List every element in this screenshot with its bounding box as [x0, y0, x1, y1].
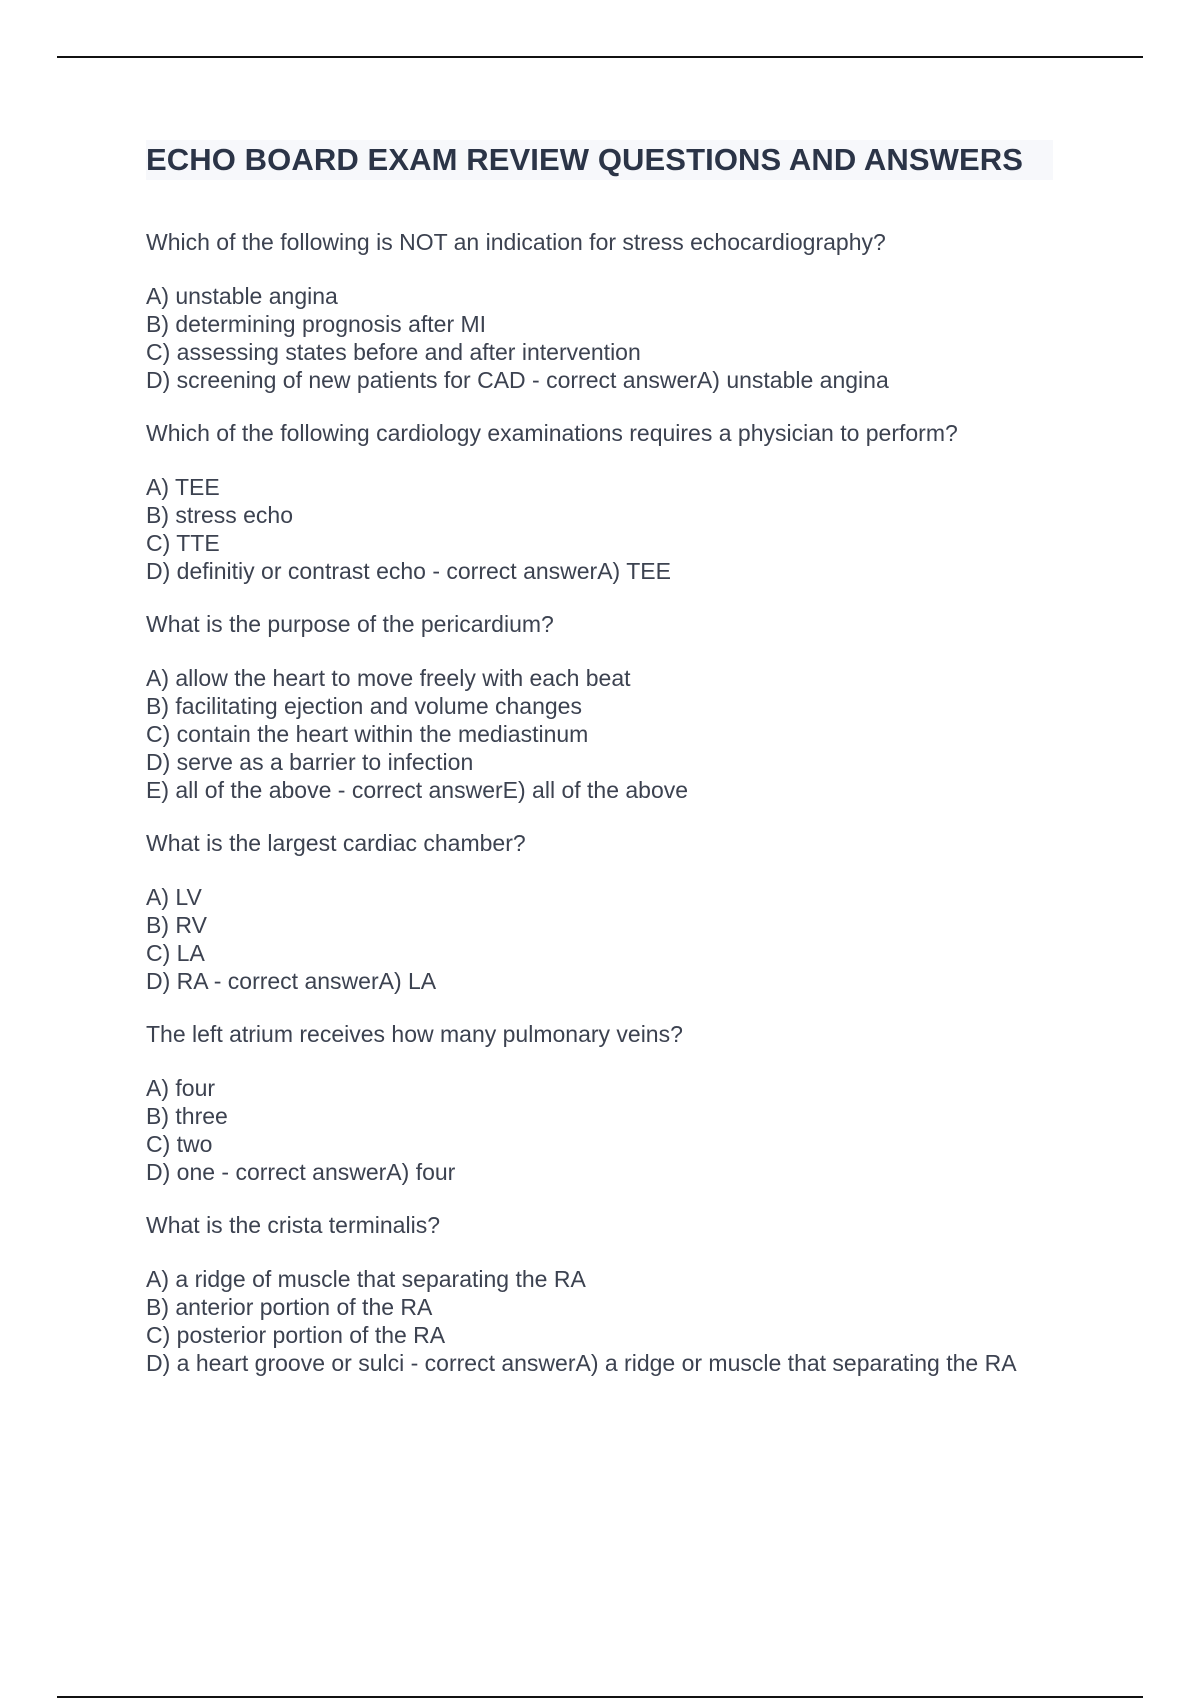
answer-options — [146, 282, 1096, 394]
option-a: A) unstable angina — [146, 283, 338, 309]
answer-options — [146, 473, 1096, 585]
option-b: B) facilitating ejection and volume changes — [146, 693, 582, 719]
option-c: C) two — [146, 1131, 213, 1157]
option-d: D) one - correct answerA) four — [146, 1159, 456, 1185]
question-text: What is the crista terminalis? — [146, 1212, 440, 1238]
question-text: The left atrium receives how many pulmonary veins? — [146, 1021, 683, 1047]
question-block-3 — [146, 610, 1096, 804]
question-text: Which of the following is NOT an indication for stress echocardiography? — [146, 229, 886, 255]
question-block-1 — [146, 228, 1096, 394]
document-title: ECHO BOARD EXAM REVIEW QUESTIONS AND ANSWERS — [146, 140, 1053, 180]
answer-options — [146, 883, 1096, 995]
option-b: B) determining prognosis after MI — [146, 311, 487, 337]
question-text: What is the purpose of the pericardium? — [146, 611, 554, 637]
option-e: E) all of the above - correct answerE) all of the above — [146, 777, 689, 803]
question-block-5 — [146, 1020, 1096, 1186]
question-list — [146, 228, 1096, 1377]
option-a: A) LV — [146, 884, 202, 910]
option-c: C) LA — [146, 940, 205, 966]
question-block-4 — [146, 829, 1096, 995]
top-rule — [57, 56, 1143, 58]
option-d: D) RA - correct answerA) LA — [146, 968, 437, 994]
option-b: B) stress echo — [146, 502, 293, 528]
option-c: C) assessing states before and after intervention — [146, 339, 641, 365]
option-c: C) posterior portion of the RA — [146, 1322, 446, 1348]
question-block-2 — [146, 419, 1096, 585]
page-content — [146, 140, 1096, 1402]
option-d: D) serve as a barrier to infection — [146, 749, 474, 775]
answer-options — [146, 1265, 1096, 1377]
option-d: D) definitiy or contrast echo - correct answerA) TEE — [146, 558, 671, 584]
question-text: What is the largest cardiac chamber? — [146, 830, 526, 856]
option-c: C) contain the heart within the mediastinum — [146, 721, 589, 747]
option-b: B) RV — [146, 912, 207, 938]
option-d: D) screening of new patients for CAD - correct answerA) unstable angina — [146, 367, 889, 393]
question-text: Which of the following cardiology examinations requires a physician to perform? — [146, 420, 958, 446]
option-c: C) TTE — [146, 530, 220, 556]
option-b: B) three — [146, 1103, 228, 1129]
option-a: A) four — [146, 1075, 216, 1101]
question-block-6 — [146, 1211, 1096, 1377]
option-a: A) a ridge of muscle that separating the RA — [146, 1266, 586, 1292]
option-a: A) TEE — [146, 474, 220, 500]
option-d: D) a heart groove or sulci - correct answerA) a ridge or muscle that separating the RA — [146, 1350, 1017, 1376]
option-b: B) anterior portion of the RA — [146, 1294, 433, 1320]
answer-options — [146, 664, 1096, 804]
bottom-rule — [57, 1696, 1143, 1698]
option-a: A) allow the heart to move freely with each beat — [146, 665, 631, 691]
answer-options — [146, 1074, 1096, 1186]
